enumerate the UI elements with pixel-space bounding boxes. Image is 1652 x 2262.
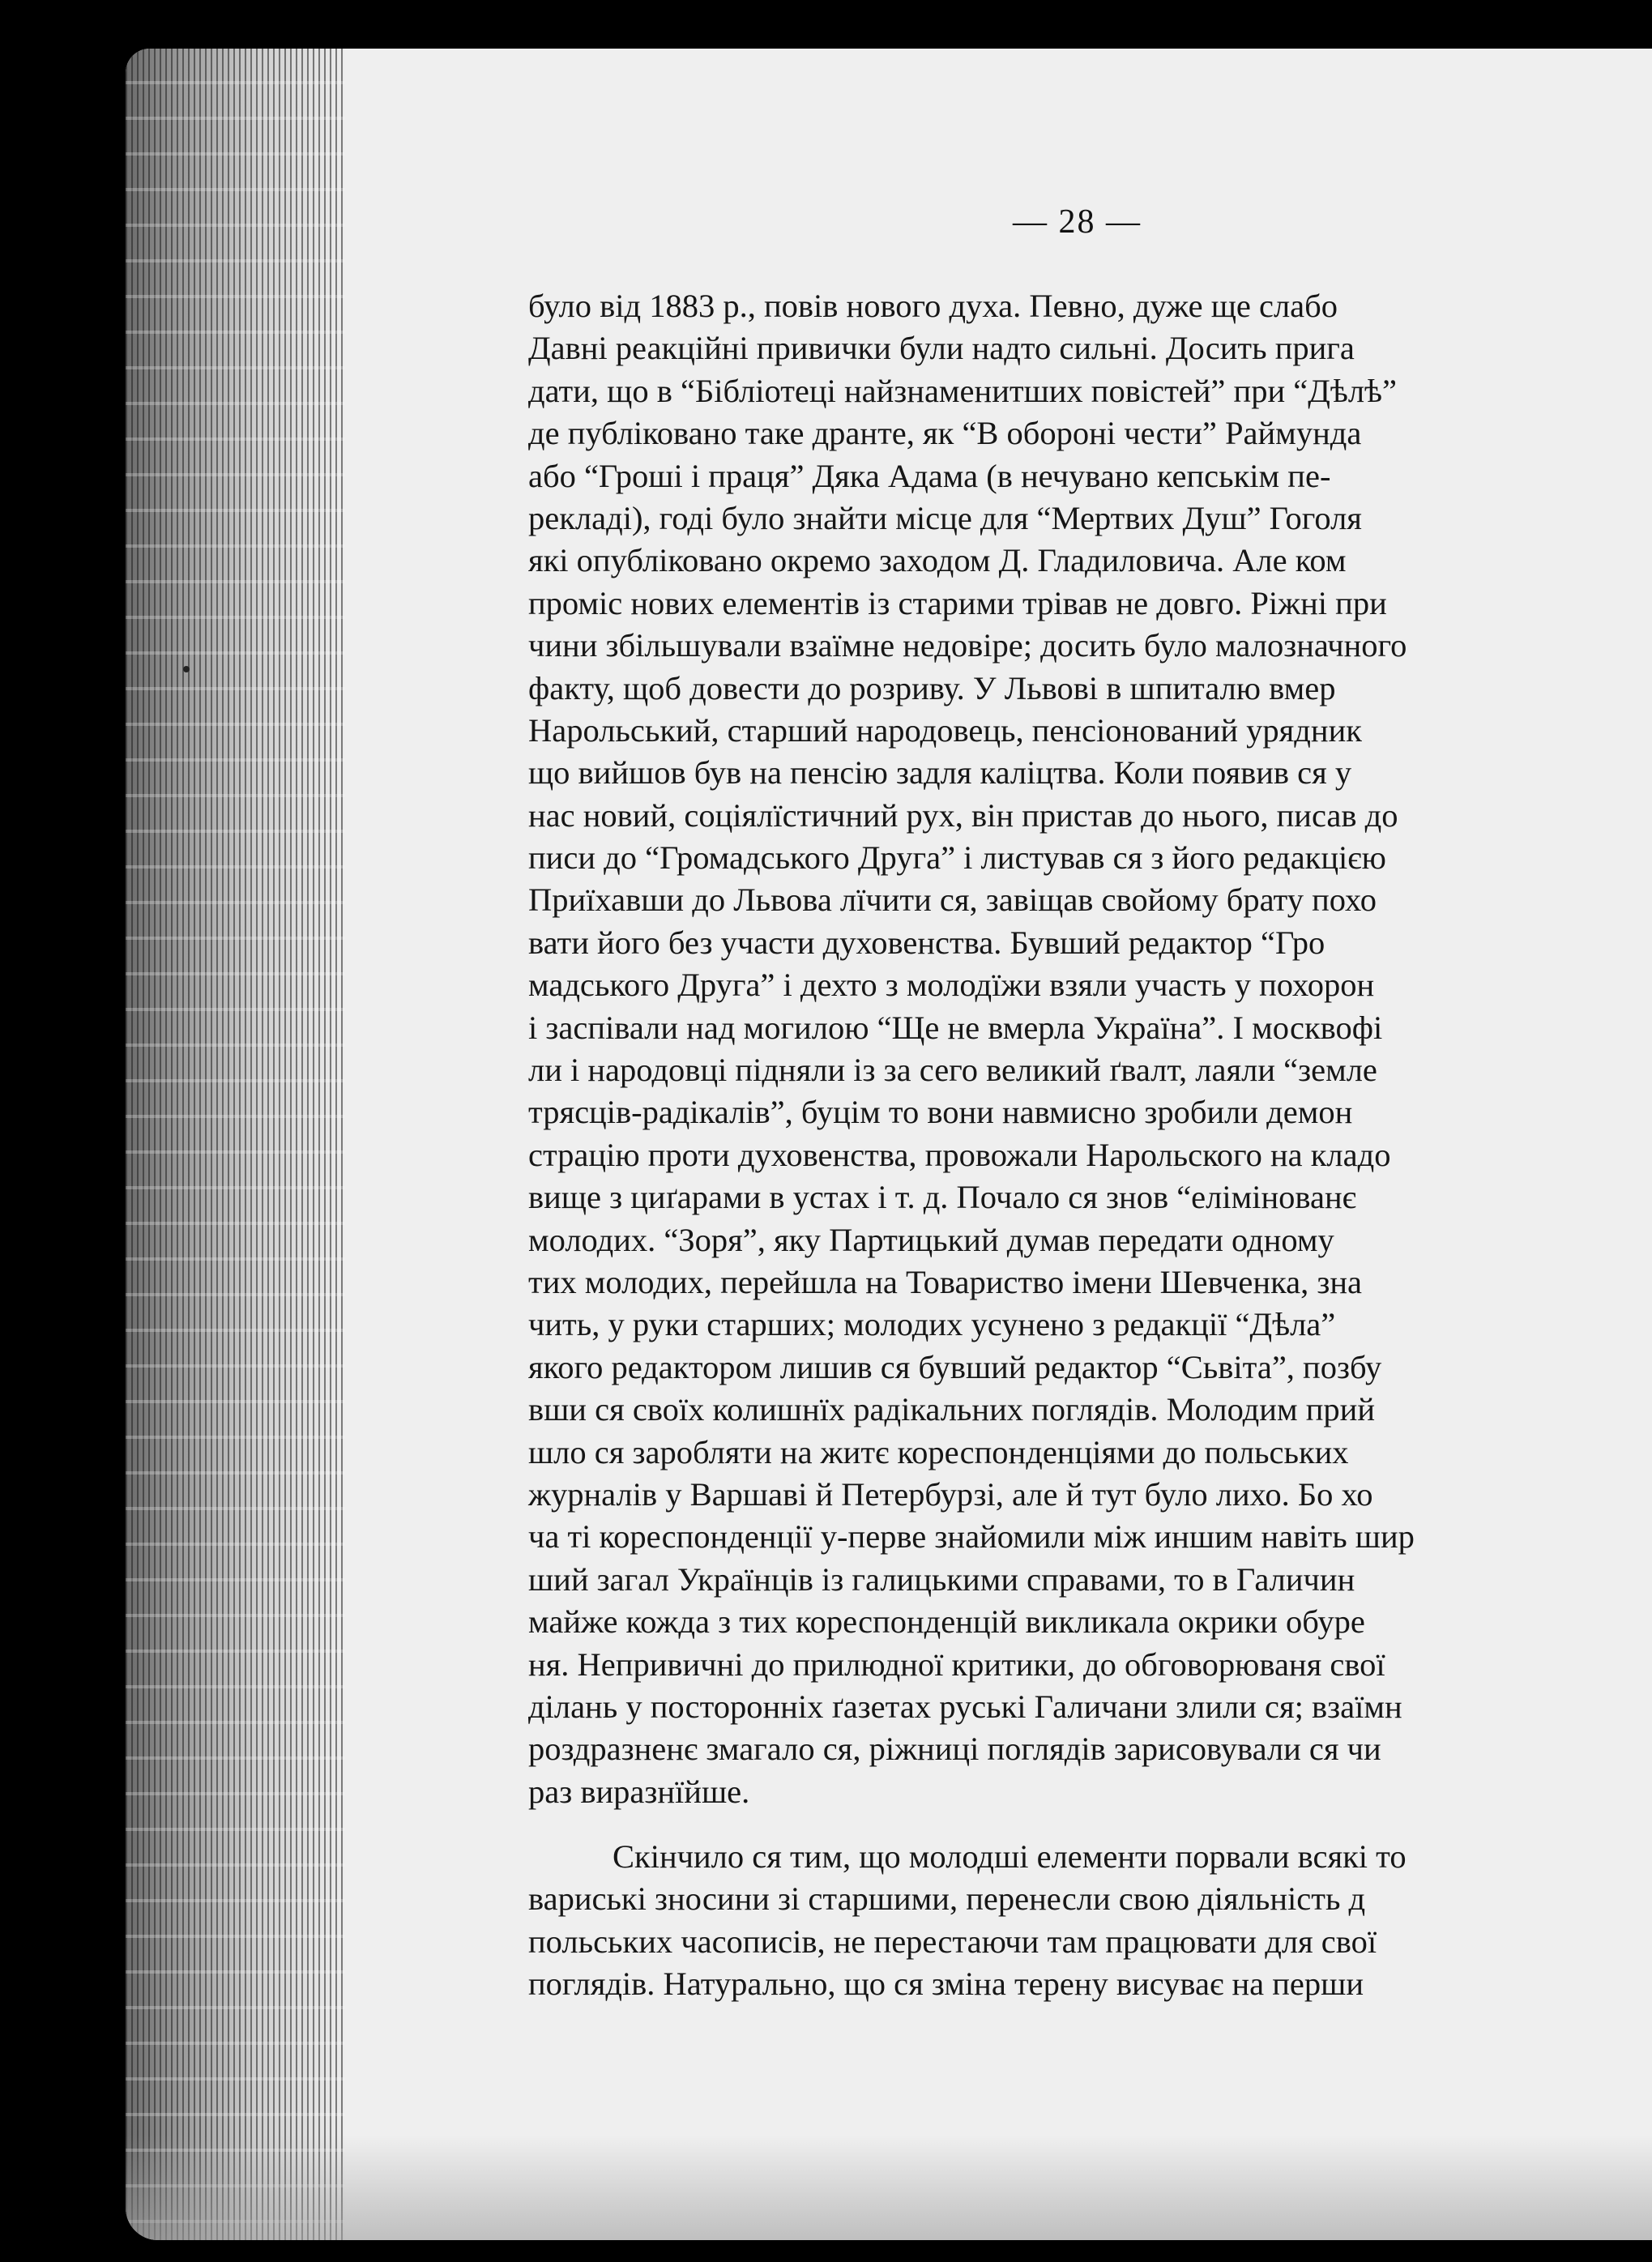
text-line: рекладі), годі було знайти місце для “Мертвих Душ” Гоголя (528, 499, 1362, 536)
text-line: ли і народовці підняли із за сего великий ґвалт, лаяли “земле (528, 1052, 1377, 1089)
page-edges (126, 49, 344, 2240)
text-line: вши ся своїх колишнїх радікальних поглядів. Молодим прий (528, 1391, 1375, 1428)
text-line: поглядів. Натурально, що ся зміна терену висуває на перши (528, 1965, 1364, 2003)
text-line: вище з циґарами в устах і т. д. Почало ся знов “елімінованє (528, 1179, 1357, 1216)
text-line: Нарольський, старший народовець, пенсіонований урядник (528, 711, 1362, 749)
paragraph-2 (528, 1836, 1652, 2006)
text-line: трясців-радікалів”, буцім то вони навмисно зробили демон (528, 1094, 1353, 1131)
text-line: писи до “Громадського Друга” і листував ся з його редакцією (528, 839, 1386, 877)
text-line: вариські зносини зі старшими, перенесли свою діяльність д (528, 1880, 1366, 1918)
text-line: ча ті кореспонденції у-перве знайомили між иншим навіть шир (528, 1518, 1415, 1556)
text-line: дати, що в “Бібліотеці найзнаменитших повістей” при “Дѣлѣ” (528, 372, 1398, 409)
paragraph-1 (528, 285, 1652, 1813)
text-line: шло ся заробляти на житє кореспонденціями до польських (528, 1433, 1349, 1470)
text-line: польських часописів, не перестаючи там працювати для свої (528, 1923, 1377, 1960)
text-line: журналів у Варшаві й Петербурзі, але й тут було лихо. Бо хо (528, 1475, 1373, 1513)
text-line: ділань у посторонніх ґазетах руські Галичани злили ся; взаїмн (528, 1688, 1402, 1725)
text-line: де публіковано таке дранте, як “В обороні чести” Раймунда (528, 415, 1362, 452)
text-line: і заспівали над могилою “Ще не вмерла Україна”. І москвофі (528, 1009, 1383, 1046)
paragraph-gap (528, 1813, 1652, 1836)
text-line: ня. Непривичні до прилюдної критики, до обговорюваня свої (528, 1645, 1385, 1683)
text-line: або “Гроші і праця” Дяка Адама (в нечувано кепськім пе- (528, 457, 1331, 494)
text-line: проміс нових елементів із старими трівав не довго. Ріжні при (528, 584, 1387, 621)
text-line: тих молодих, перейшла на Товариство імени Шевченка, зна (528, 1263, 1363, 1300)
page-shadow (126, 2135, 1652, 2240)
text-line: було від 1883 р., повів нового духа. Певно, дуже ще слабо (528, 288, 1338, 324)
text-line: що вийшов був на пенсію задля каліцтва. Коли появив ся у (528, 754, 1352, 792)
text-line: майже кожда з тих кореспонденцій викликала окрики обуре (528, 1603, 1365, 1641)
text-line: які опубліковано окремо заходом Д. Гладиловича. Але ком (528, 542, 1347, 579)
text-line: роздразненє змагало ся, ріжниці поглядів зарисовували ся чи (528, 1731, 1381, 1768)
text-line: вати його без участи духовенства. Бувший редактор “Гро (528, 924, 1325, 961)
margin-mark (183, 666, 190, 672)
text-line: чить, у руки старших; молодих усунено з редакції “Дѣла” (528, 1306, 1336, 1343)
text-line: Давні реакційні привички були надто сильні. Досить прига (528, 330, 1355, 367)
text-line: ший загал Українців із галицькими справами, то в Галичин (528, 1560, 1355, 1598)
text-line: факту, щоб довести до розриву. У Львові в шпиталю вмер (528, 669, 1336, 706)
text-line: Приїхавши до Львова лїчити ся, завіщав свойому брату похо (528, 881, 1377, 919)
text-line: якого редактором лишив ся бувший редактор “Сьвіта”, позбу (528, 1348, 1382, 1385)
text-line: раз виразнїйше. (528, 1773, 750, 1810)
text-line: чини збільшували взаїмне недовіре; досить було малозначного (528, 627, 1407, 664)
text-line: страцію проти духовенства, провожали Нарольского на кладо (528, 1136, 1391, 1173)
text-line: мадського Друга” і дехто з молодїжи взяли участь у похорон (528, 967, 1375, 1004)
text-line: нас новий, соціялїстичний рух, він пристав до нього, писав до (528, 796, 1398, 834)
page-number: — 28 — (1013, 203, 1142, 241)
text-line: молодих. “Зоря”, яку Партицький думав передати одному (528, 1221, 1334, 1258)
text-line: Скінчило ся тим, що молодші елементи порвали всякі то (613, 1838, 1407, 1876)
text-body (528, 285, 1652, 2006)
